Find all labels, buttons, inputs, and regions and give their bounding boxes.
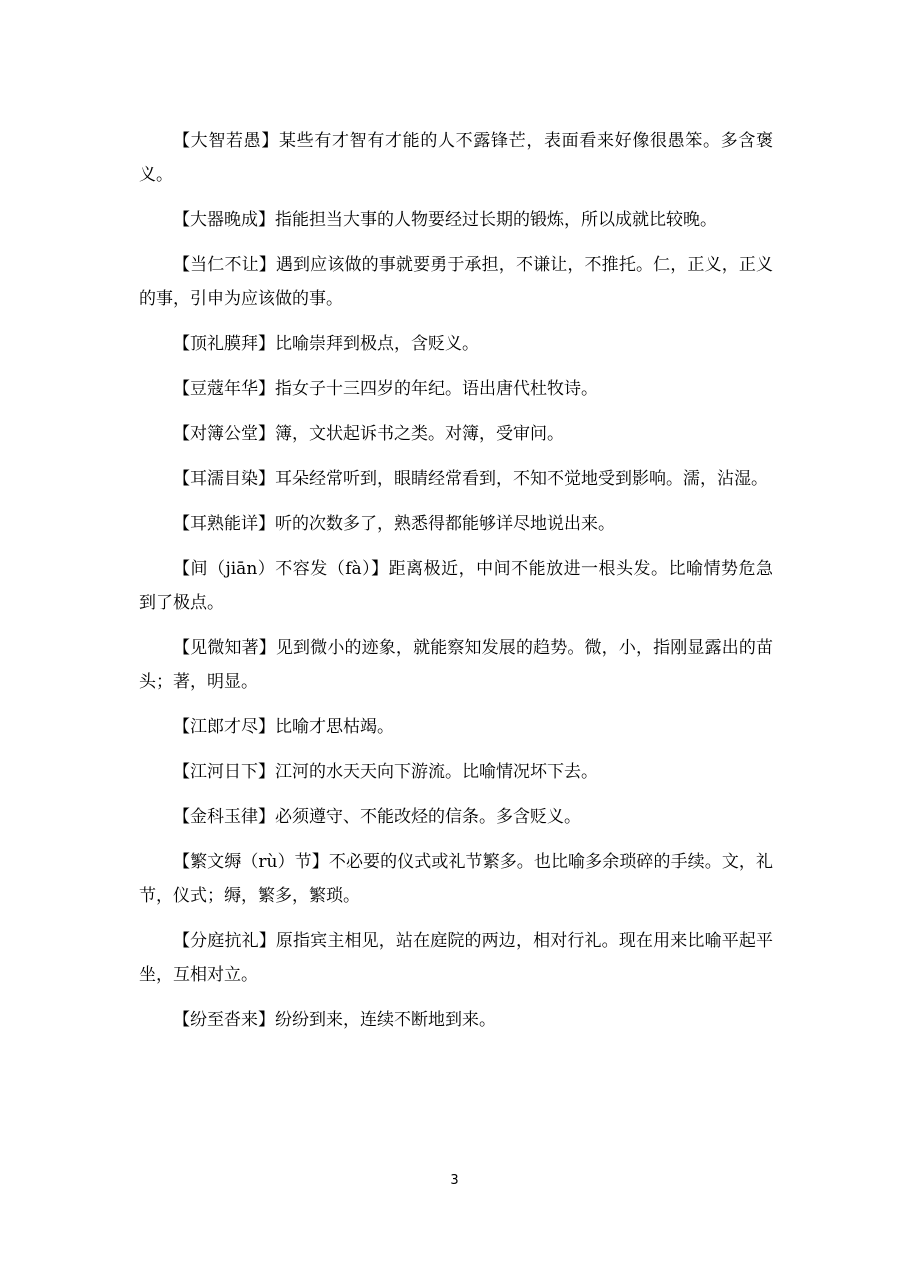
idiom-entry bbox=[139, 124, 773, 192]
idiom-entry bbox=[139, 203, 773, 237]
idiom-definition: 遇到应该做的事就要勇于承担，不谦让，不推托。仁，正义，正义的事，引申为应该做的事。 bbox=[139, 255, 774, 309]
idiom-entry bbox=[139, 800, 773, 834]
idiom-entry bbox=[139, 248, 773, 316]
idiom-definition: 耳朵经常听到，眼睛经常看到，不知不觉地受到影响。濡，沾湿。 bbox=[275, 469, 768, 489]
idiom-entry bbox=[139, 924, 773, 992]
idiom-definition: 听的次数多了，熟悉得都能够详尽地说出来。 bbox=[275, 514, 615, 534]
idiom-definition: 某些有才智有才能的人不露锋芒，表面看来好像很愚笨。多含褒义。 bbox=[139, 131, 773, 185]
idiom-term: 【顶礼膜拜】 bbox=[173, 334, 275, 354]
idiom-term: 【见微知著】 bbox=[173, 638, 276, 658]
idiom-entry bbox=[139, 710, 773, 744]
idiom-term: 【耳熟能详】 bbox=[173, 514, 275, 534]
idiom-term: 【大器晚成】 bbox=[173, 210, 275, 230]
idiom-definition: 纷纷到来，连续不断地到来。 bbox=[275, 1010, 496, 1030]
idiom-entry bbox=[139, 631, 773, 699]
idiom-term: 【耳濡目染】 bbox=[173, 469, 275, 489]
idiom-definition: 距离极近，中间不能放进一根头发。比喻情势危急到了极点。 bbox=[139, 559, 773, 613]
idiom-definition: 比喻崇拜到极点，含贬义。 bbox=[275, 334, 479, 354]
idiom-term: 【纷至沓来】 bbox=[173, 1010, 275, 1030]
idiom-definition: 江河的水天天向下游流。比喻情况坏下去。 bbox=[275, 762, 598, 782]
idiom-term: 【江河日下】 bbox=[173, 762, 275, 782]
idiom-term: 【间（jiān）不容发（fà）】 bbox=[173, 559, 389, 579]
page-number: 3 bbox=[450, 1173, 459, 1188]
idiom-entry bbox=[139, 1003, 773, 1037]
idiom-definition: 比喻才思枯竭。 bbox=[275, 717, 394, 737]
idiom-entry bbox=[139, 507, 773, 541]
idiom-term: 【豆蔻年华】 bbox=[173, 379, 275, 399]
idiom-definition: 指能担当大事的人物要经过长期的锻炼，所以成就比较晚。 bbox=[275, 210, 717, 230]
idiom-term: 【繁文缛（rù）节】 bbox=[173, 852, 329, 872]
idiom-term: 【金科玉律】 bbox=[173, 807, 275, 827]
idiom-definition: 不必要的仪式或礼节繁多。也比喻多余琐碎的手续。文，礼节，仪式；缛，繁多，繁琐。 bbox=[139, 852, 774, 906]
idiom-term: 【当仁不让】 bbox=[173, 255, 276, 275]
idiom-entry bbox=[139, 845, 773, 913]
idiom-definition: 原指宾主相见，站在庭院的两边，相对行礼。现在用来比喻平起平坐，互相对立。 bbox=[139, 931, 774, 985]
idiom-entry bbox=[139, 552, 773, 620]
idiom-term: 【江郎才尽】 bbox=[173, 717, 275, 737]
idiom-term: 【大智若愚】 bbox=[173, 131, 279, 151]
idiom-entry bbox=[139, 462, 773, 496]
idiom-term: 【对簿公堂】 bbox=[173, 424, 275, 444]
idiom-definition: 簿，文状起诉书之类。对簿，受审问。 bbox=[275, 424, 564, 444]
idiom-entry bbox=[139, 755, 773, 789]
idiom-entry bbox=[139, 372, 773, 406]
idiom-definition: 指女子十三四岁的年纪。语出唐代杜牧诗。 bbox=[275, 379, 598, 399]
idiom-entry bbox=[139, 327, 773, 361]
idiom-entry-list bbox=[139, 124, 773, 1048]
idiom-definition: 见到微小的迹象，就能察知发展的趋势。微，小，指刚显露出的苗头；著，明显。 bbox=[139, 638, 774, 692]
idiom-definition: 必须遵守、不能改烃的信条。多含贬义。 bbox=[275, 807, 581, 827]
idiom-entry bbox=[139, 417, 773, 451]
idiom-term: 【分庭抗礼】 bbox=[173, 931, 276, 951]
